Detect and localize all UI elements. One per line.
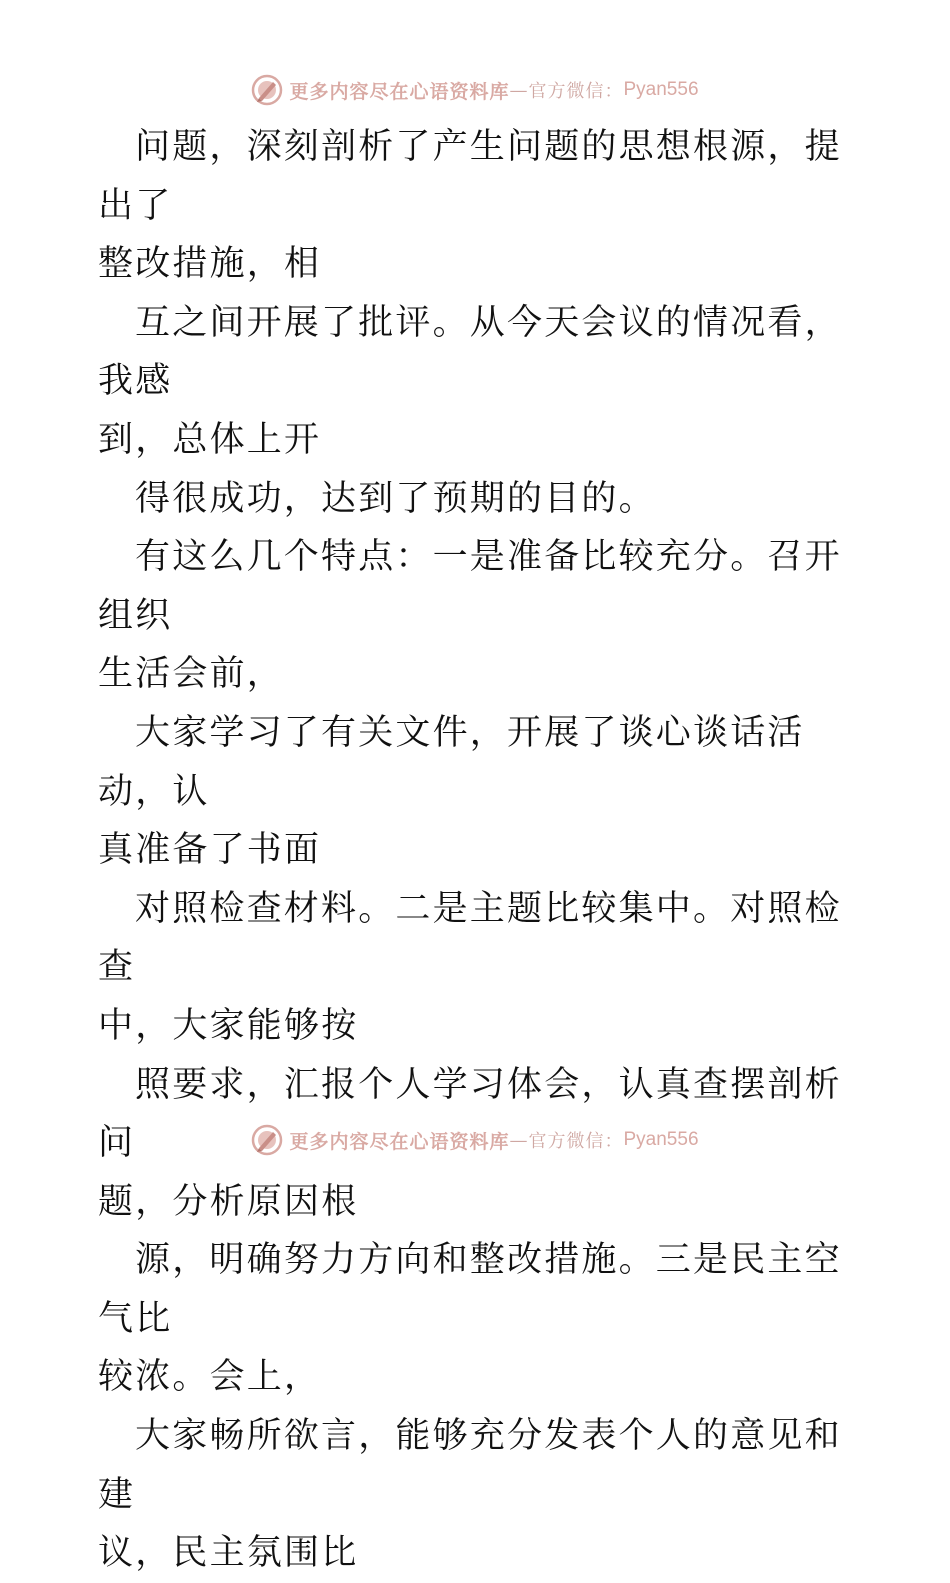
watermark-sub-text: 官方微信： bbox=[528, 81, 624, 102]
paragraph-line: 大家畅所欲言，能够充分发表个人的意见和建 bbox=[98, 1416, 842, 1515]
pen-logo-icon bbox=[251, 1124, 283, 1156]
watermark-separator: — bbox=[509, 79, 529, 101]
paragraph-line: 到，总体上开 bbox=[98, 419, 322, 460]
paragraph bbox=[98, 294, 858, 470]
paragraph bbox=[98, 704, 858, 880]
paragraph-line: 较浓。会上， bbox=[98, 1357, 322, 1398]
watermark-footer bbox=[0, 1120, 950, 1160]
paragraph bbox=[98, 1231, 858, 1407]
paragraph-line: 照要求，汇报个人学习体会，认真查摆剖析问 bbox=[98, 1064, 842, 1164]
paragraph-line: 议，民主氛围比 bbox=[98, 1533, 359, 1574]
watermark-main-text: 更多内容尽在心语资料库 bbox=[289, 80, 510, 103]
paragraph bbox=[98, 118, 858, 294]
paragraph bbox=[98, 470, 858, 529]
watermark-header bbox=[0, 70, 950, 110]
paragraph-line: 得很成功，达到了预期的目的。 bbox=[135, 478, 656, 519]
document-body bbox=[98, 118, 858, 1583]
paragraph-line: 生活会前， bbox=[98, 654, 285, 695]
watermark-wechat-id: Pyan556 bbox=[623, 1129, 699, 1150]
paragraph bbox=[98, 880, 858, 1056]
watermark-main-text: 更多内容尽在心语资料库 bbox=[289, 1130, 510, 1153]
watermark-separator: — bbox=[509, 1129, 529, 1151]
paragraph-line: 互之间开展了批评。从今天会议的情况看，我感 bbox=[98, 302, 842, 402]
paragraph-line: 大家学习了有关文件，开展了谈心谈话活动，认 bbox=[98, 712, 805, 812]
paragraph-line: 中，大家能够按 bbox=[98, 1005, 359, 1046]
paragraph-line: 题，分析原因根 bbox=[98, 1181, 359, 1222]
paragraph-line: 整改措施，相 bbox=[98, 244, 322, 285]
paragraph-line: 源，明确努力方向和整改措施。三是民主空气比 bbox=[98, 1240, 842, 1339]
paragraph-line: 问题，深刻剖析了产生问题的思想根源，提出了 bbox=[98, 127, 842, 226]
paragraph bbox=[98, 1407, 858, 1583]
paragraph-line: 对照检查材料。二是主题比较集中。对照检查 bbox=[98, 888, 842, 988]
watermark-sub-text: 官方微信： bbox=[528, 1131, 624, 1152]
paragraph-line: 有这么几个特点：一是准备比较充分。召开组织 bbox=[98, 537, 842, 636]
paragraph-line: 真准备了书面 bbox=[98, 830, 322, 871]
paragraph bbox=[98, 528, 858, 704]
watermark-wechat-id: Pyan556 bbox=[623, 79, 699, 100]
pen-logo-icon bbox=[251, 74, 283, 106]
